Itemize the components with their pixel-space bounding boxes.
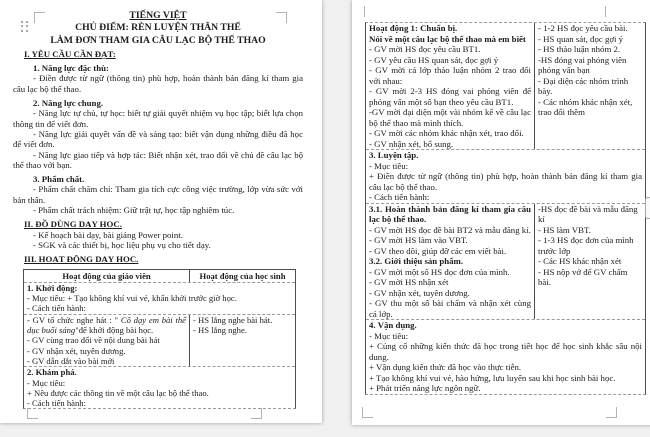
apply-line: + Tạo không khí vui vẻ, hào hứng, lưu luyến sau khi học sinh bài học. xyxy=(369,372,616,383)
gv-line: - GV mời cả lớp thảo luận nhóm 2 trao đổi với nhau: xyxy=(369,65,531,86)
activity1-subtitle: Nói về một câu lạc bộ thể thao mà em biết xyxy=(369,33,526,44)
hs-line: -HS đọc đề bài và mẫu đăng kí xyxy=(538,203,638,224)
practice-section xyxy=(366,150,645,204)
warmup-goal: - Mục tiêu: + Tạo không khí vui vẻ, khấn khởi trước giờ học. xyxy=(27,293,237,304)
gv-line: - GV mời HS làm vào VBT. xyxy=(369,235,468,245)
req-subhead-1: 1. Năng lực đặc thù: xyxy=(33,63,109,74)
activity1-title: Hoạt động 1: Chuẩn bị. xyxy=(369,23,458,33)
apply-line: + Củng cố những kiến thức đã học trong tiết học để học sinh khắc sâu nội dung. xyxy=(369,341,642,362)
practice-line: - Cách tiến hành: xyxy=(369,192,430,202)
practice-sub-row xyxy=(366,204,645,321)
document-page-right[interactable] xyxy=(352,0,650,425)
table-header-row xyxy=(24,270,295,283)
section-heading-1: I. YÊU CẦU CẦN ĐẠT: xyxy=(24,48,116,59)
gv-line: - GV dẫn dắt vào bài mới xyxy=(27,355,115,366)
discover-goal-item: + Nêu được các thông tin về một câu lạc bộ thể thao. xyxy=(27,387,209,398)
crop-mark-icon xyxy=(362,407,373,418)
practice-line: - Mục tiêu: xyxy=(369,160,409,171)
gv-line: - GV thu một số bài chấm và nhận xét cùng cả lớp. xyxy=(369,298,531,319)
hs-line: - HS thảo luận nhóm 2. xyxy=(538,44,621,54)
discover-goal-label: - Mục tiêu: xyxy=(27,377,66,388)
hs-cell xyxy=(534,204,645,320)
gv-line: - GV nhận xét, tuyên dương. xyxy=(369,287,470,298)
gv-line: - GV mời 2-3 HS đóng vai phóng viên để phỏng vấn một số bạn theo yêu cầu BT1. xyxy=(369,86,531,107)
discover-steps-label: - Cách tiến hành: xyxy=(27,398,86,409)
gv-line: - GV cùng trao đổi về nội dung bài hát xyxy=(27,335,160,346)
equipment-item: - Kế hoạch bài dạy, bài giảng Power point. xyxy=(33,229,183,240)
hs-line: - Các nhóm khác nhận xét, trao đổi thêm xyxy=(538,96,633,117)
left-page-content xyxy=(13,10,303,409)
crop-mark-icon xyxy=(605,6,606,17)
gv-line: - GV mời các nhóm khác nhận xét, trao đổi. xyxy=(369,128,524,138)
apply-line: - Mục tiêu: xyxy=(369,330,409,341)
hs-line: - Đại diện các nhóm trình bày. xyxy=(538,75,629,96)
scrollbar-thumb[interactable] xyxy=(645,197,650,219)
section-heading-3: III. HOẠT ĐỘNG DẠY HỌC. xyxy=(24,254,139,265)
hs-cell xyxy=(534,23,645,149)
apply-title: 4. Vận dụng. xyxy=(369,320,417,330)
req-item: - Năng lực giải quyết vấn đề và sáng tạo: biết vận dụng những điều đã học để viết đơn. xyxy=(13,128,303,150)
practice-sub-title-1: 3.1. Hoàn thành bản đăng kí tham gia câu lạc bộ thể thao. xyxy=(369,203,531,224)
req-subhead-3: 3. Phẩm chất. xyxy=(33,174,85,185)
crop-mark-icon xyxy=(364,6,365,17)
doc-title-lesson: LÀM ĐƠN THAM GIA CÂU LẠC BỘ THỂ THAO xyxy=(50,34,266,46)
warmup-activity-row xyxy=(24,314,295,366)
doc-title-theme: CHỦ ĐIỂM: RÈN LUYỆN THÂN THỂ xyxy=(75,22,241,34)
gv-line: - GV theo dõi, giúp đỡ các em viết bài. xyxy=(369,245,507,256)
apply-line: + Phát triển năng lực ngôn ngữ. xyxy=(369,383,481,393)
hs-line: - HS lắng nghe. xyxy=(193,325,247,336)
document-page-left[interactable] xyxy=(0,0,322,423)
crop-mark-icon xyxy=(251,408,262,419)
gv-line: - GV tổ chức nghe hát : " Cô dạy em bài thể dục buổi sáng"để khởi động bài học. xyxy=(27,314,186,336)
doc-title-subject: TIẾNG VIỆT xyxy=(129,10,187,21)
gv-line: -GV mời đại diện một vài nhóm kể về câu lạc bộ thể thao mà mình thích. xyxy=(369,107,531,128)
hs-cell xyxy=(189,315,295,366)
hs-line: - HS làm VBT. xyxy=(538,224,591,235)
table-header-hs: Hoạt động của học sinh xyxy=(189,270,295,282)
hs-line: - 1-3 HS đọc đơn của mình trước lớp xyxy=(538,235,634,256)
gv-cell xyxy=(366,23,534,149)
apply-section xyxy=(366,320,645,394)
gv-cell xyxy=(24,315,189,366)
req-item: - Phẩm chất trách nhiệm: Giữ trật tự, học tập nghiêm túc. xyxy=(33,205,235,216)
warmup-steps-label: - Cách tiến hành: xyxy=(27,303,86,314)
activity-table-left xyxy=(23,269,296,410)
gv-line: - GV mời HS đọc yêu cầu BT1. xyxy=(369,44,481,54)
hs-line: - HS quan sát, đọc gợi ý xyxy=(538,33,624,44)
hs-line: - 1-2 HS đọc yêu cầu bài. xyxy=(538,23,628,33)
gv-cell xyxy=(366,204,534,320)
equipment-item: - SGK và các thiết bị, học liệu phụ vụ cho tiết dạy. xyxy=(33,239,211,250)
gv-line: - GV mời HS đọc đề bài BT2 và mẫu đăng kí. xyxy=(369,224,531,235)
req-item: - Năng lực giao tiếp và hợp tác: Biết nhận xét, trao đổi về chủ đề câu lạc bộ thể thao với bạn. xyxy=(13,149,303,170)
hs-line: -HS đóng vai phóng viên phỏng vấn bạn xyxy=(538,54,627,75)
req-item: - Phẩm chất chăm chỉ: Tham gia tích cực công việc trường, lớp vừa sức với bản thân. xyxy=(13,184,303,205)
gv-line: - GV mời một số HS đọc đơn của mình. xyxy=(369,266,510,277)
activity-table-right xyxy=(365,22,646,395)
crop-mark-icon xyxy=(606,407,617,418)
practice-title: 3. Luyện tập. xyxy=(369,150,419,160)
req-subhead-2: 2. Năng lực chung. xyxy=(33,98,104,109)
section-heading-2: II. ĐỒ DÙNG DẠY HỌC. xyxy=(24,219,122,230)
warmup-title: 1. Khởi động: xyxy=(27,282,78,293)
table-header-gv: Hoạt động của giáo viên xyxy=(62,270,151,281)
discover-title: 2. Khám phá. xyxy=(24,366,295,377)
activity1-row xyxy=(366,23,645,150)
hs-line: - HS lắng nghe bài hát. xyxy=(193,314,273,325)
practice-line: + Điền được từ ngữ (thông tin) phù hợp, hoàn thành bản đăng kí tham gia câu lạc bộ thể thao. xyxy=(369,171,642,192)
gv-line: - GV nhận xét, tuyên dương. xyxy=(27,345,126,356)
req-item: - Năng lực tự chủ, tự học: biết tự giải quyết nhiệm vụ học tập; biết lựa chọn thông tin để viết đơn. xyxy=(13,108,303,129)
crop-mark-icon xyxy=(27,408,38,419)
req-item: - Điền được từ ngữ (thông tin) phù hợp, hoàn thành bản đăng kí tham gia câu lạc bộ thể thao. xyxy=(13,73,303,94)
gv-line: - GV nhận xét, bổ sung. xyxy=(369,138,454,149)
song-title: Cô dạy em bài thể dục buổi sáng xyxy=(27,314,186,336)
hs-line: - HS nộp vở để GV chấm bài. xyxy=(538,266,628,287)
apply-line: + Vận dụng kiến thức đã học vào thực tiễn. xyxy=(369,362,522,372)
gv-line: - GV mời HS nhận xét xyxy=(369,277,449,287)
practice-sub-title-2: 3.2. Giới thiệu sản phẩm. xyxy=(369,256,464,266)
gv-line: - GV yêu cầu HS quan sát, đọc gợi ý xyxy=(369,54,499,65)
hs-line: - Các HS khác nhận xét xyxy=(538,256,622,266)
